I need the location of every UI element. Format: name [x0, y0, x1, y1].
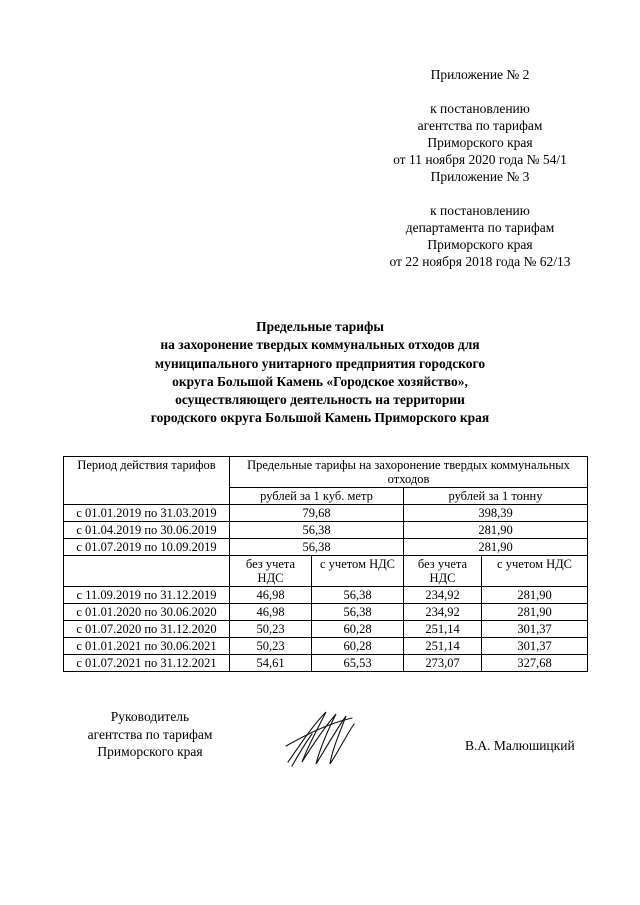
empty-cell	[64, 556, 230, 587]
value-cell: 301,37	[482, 638, 588, 655]
document-title	[60, 318, 580, 428]
value-cell: 281,90	[404, 539, 588, 556]
value-cell: 398,39	[404, 505, 588, 522]
table-row	[64, 522, 588, 539]
appendix-3-line: к постановлению	[430, 203, 530, 218]
value-cell: 273,07	[404, 655, 482, 672]
value-cell: 281,90	[482, 604, 588, 621]
vat-header-cell: с учетом НДС	[482, 556, 588, 587]
title-line: осуществляющего деятельность на территории	[175, 392, 465, 408]
table-row	[64, 638, 588, 655]
spacer	[360, 83, 600, 100]
value-cell: 56,38	[230, 539, 404, 556]
table-vat-header-row	[64, 556, 588, 587]
value-cell: 79,68	[230, 505, 404, 522]
period-cell: с 01.01.2019 по 31.03.2019	[64, 505, 230, 522]
value-cell: 234,92	[404, 587, 482, 604]
value-cell: 60,28	[312, 621, 404, 638]
period-cell: с 01.01.2021 по 30.06.2021	[64, 638, 230, 655]
spacer	[360, 185, 600, 202]
period-cell: с 11.09.2019 по 31.12.2019	[64, 587, 230, 604]
value-cell: 327,68	[482, 655, 588, 672]
appendix-2-line: к постановлению	[430, 101, 530, 116]
appendix-2-date: от 11 ноября 2020 года № 54/1	[393, 152, 567, 167]
table-row	[64, 539, 588, 556]
value-cell: 46,98	[230, 604, 312, 621]
value-cell: 234,92	[404, 604, 482, 621]
appendix-2-title: Приложение № 2	[430, 67, 530, 82]
period-cell: с 01.07.2019 по 10.09.2019	[64, 539, 230, 556]
value-cell: 46,98	[230, 587, 312, 604]
title-line: на захоронение твердых коммунальных отходов для	[160, 337, 480, 353]
title-line: муниципального унитарного предприятия городского	[154, 355, 486, 371]
value-cell: 54,61	[230, 655, 312, 672]
value-cell: 60,28	[312, 638, 404, 655]
value-cell: 65,53	[312, 655, 404, 672]
appendix-2-line: Приморского края	[427, 135, 533, 150]
value-cell: 56,38	[312, 604, 404, 621]
vat-header-cell: с учетом НДС	[312, 556, 404, 587]
signatory-line: Приморского края	[97, 744, 203, 759]
table-row	[64, 604, 588, 621]
value-cell: 56,38	[312, 587, 404, 604]
appendix-3-block	[360, 168, 600, 270]
vat-header-cell: без учета НДС	[230, 556, 312, 587]
appendix-3-line: департамента по тарифам	[405, 220, 555, 235]
signatory-line: Руководитель	[110, 709, 190, 724]
value-cell: 281,90	[482, 587, 588, 604]
tariffs-table	[63, 456, 588, 672]
value-cell: 56,38	[230, 522, 404, 539]
title-line: Предельные тарифы	[256, 319, 384, 334]
value-cell: 281,90	[404, 522, 588, 539]
table-row	[64, 587, 588, 604]
value-cell: 251,14	[404, 621, 482, 638]
value-cell: 251,14	[404, 638, 482, 655]
title-line: городского округа Большой Камень Приморского края	[150, 410, 490, 426]
table-row	[64, 655, 588, 672]
value-cell: 50,23	[230, 638, 312, 655]
handwritten-signature	[282, 706, 362, 770]
period-cell: с 01.07.2020 по 31.12.2020	[64, 621, 230, 638]
appendix-3-date: от 22 ноября 2018 года № 62/13	[389, 254, 571, 269]
signatory-position	[70, 708, 230, 761]
value-cell: 50,23	[230, 621, 312, 638]
signatory-name: В.А. Малюшицкий	[465, 738, 575, 753]
table-row	[64, 505, 588, 522]
appendix-3-title: Приложение № 3	[430, 169, 530, 184]
table-row	[64, 621, 588, 638]
header-unit-m3: рублей за 1 куб. метр	[230, 488, 404, 505]
period-cell: с 01.04.2019 по 30.06.2019	[64, 522, 230, 539]
period-cell: с 01.01.2020 по 30.06.2020	[64, 604, 230, 621]
header-period: Период действия тарифов	[64, 457, 230, 505]
appendix-3-line: Приморского края	[427, 237, 533, 252]
appendix-2-line: агентства по тарифам	[417, 118, 543, 133]
header-unit-t: рублей за 1 тонну	[404, 488, 588, 505]
appendix-2-block	[360, 66, 600, 168]
title-line: округа Большой Камень «Городское хозяйство»,	[172, 373, 468, 389]
period-cell: с 01.07.2021 по 31.12.2021	[64, 655, 230, 672]
vat-header-cell: без учета НДС	[404, 556, 482, 587]
value-cell: 301,37	[482, 621, 588, 638]
header-tariffs: Предельные тарифы на захоронение твердых коммунальных отходов	[230, 457, 588, 488]
table-header-row	[64, 457, 588, 488]
signatory-line: агентства по тарифам	[87, 726, 213, 742]
